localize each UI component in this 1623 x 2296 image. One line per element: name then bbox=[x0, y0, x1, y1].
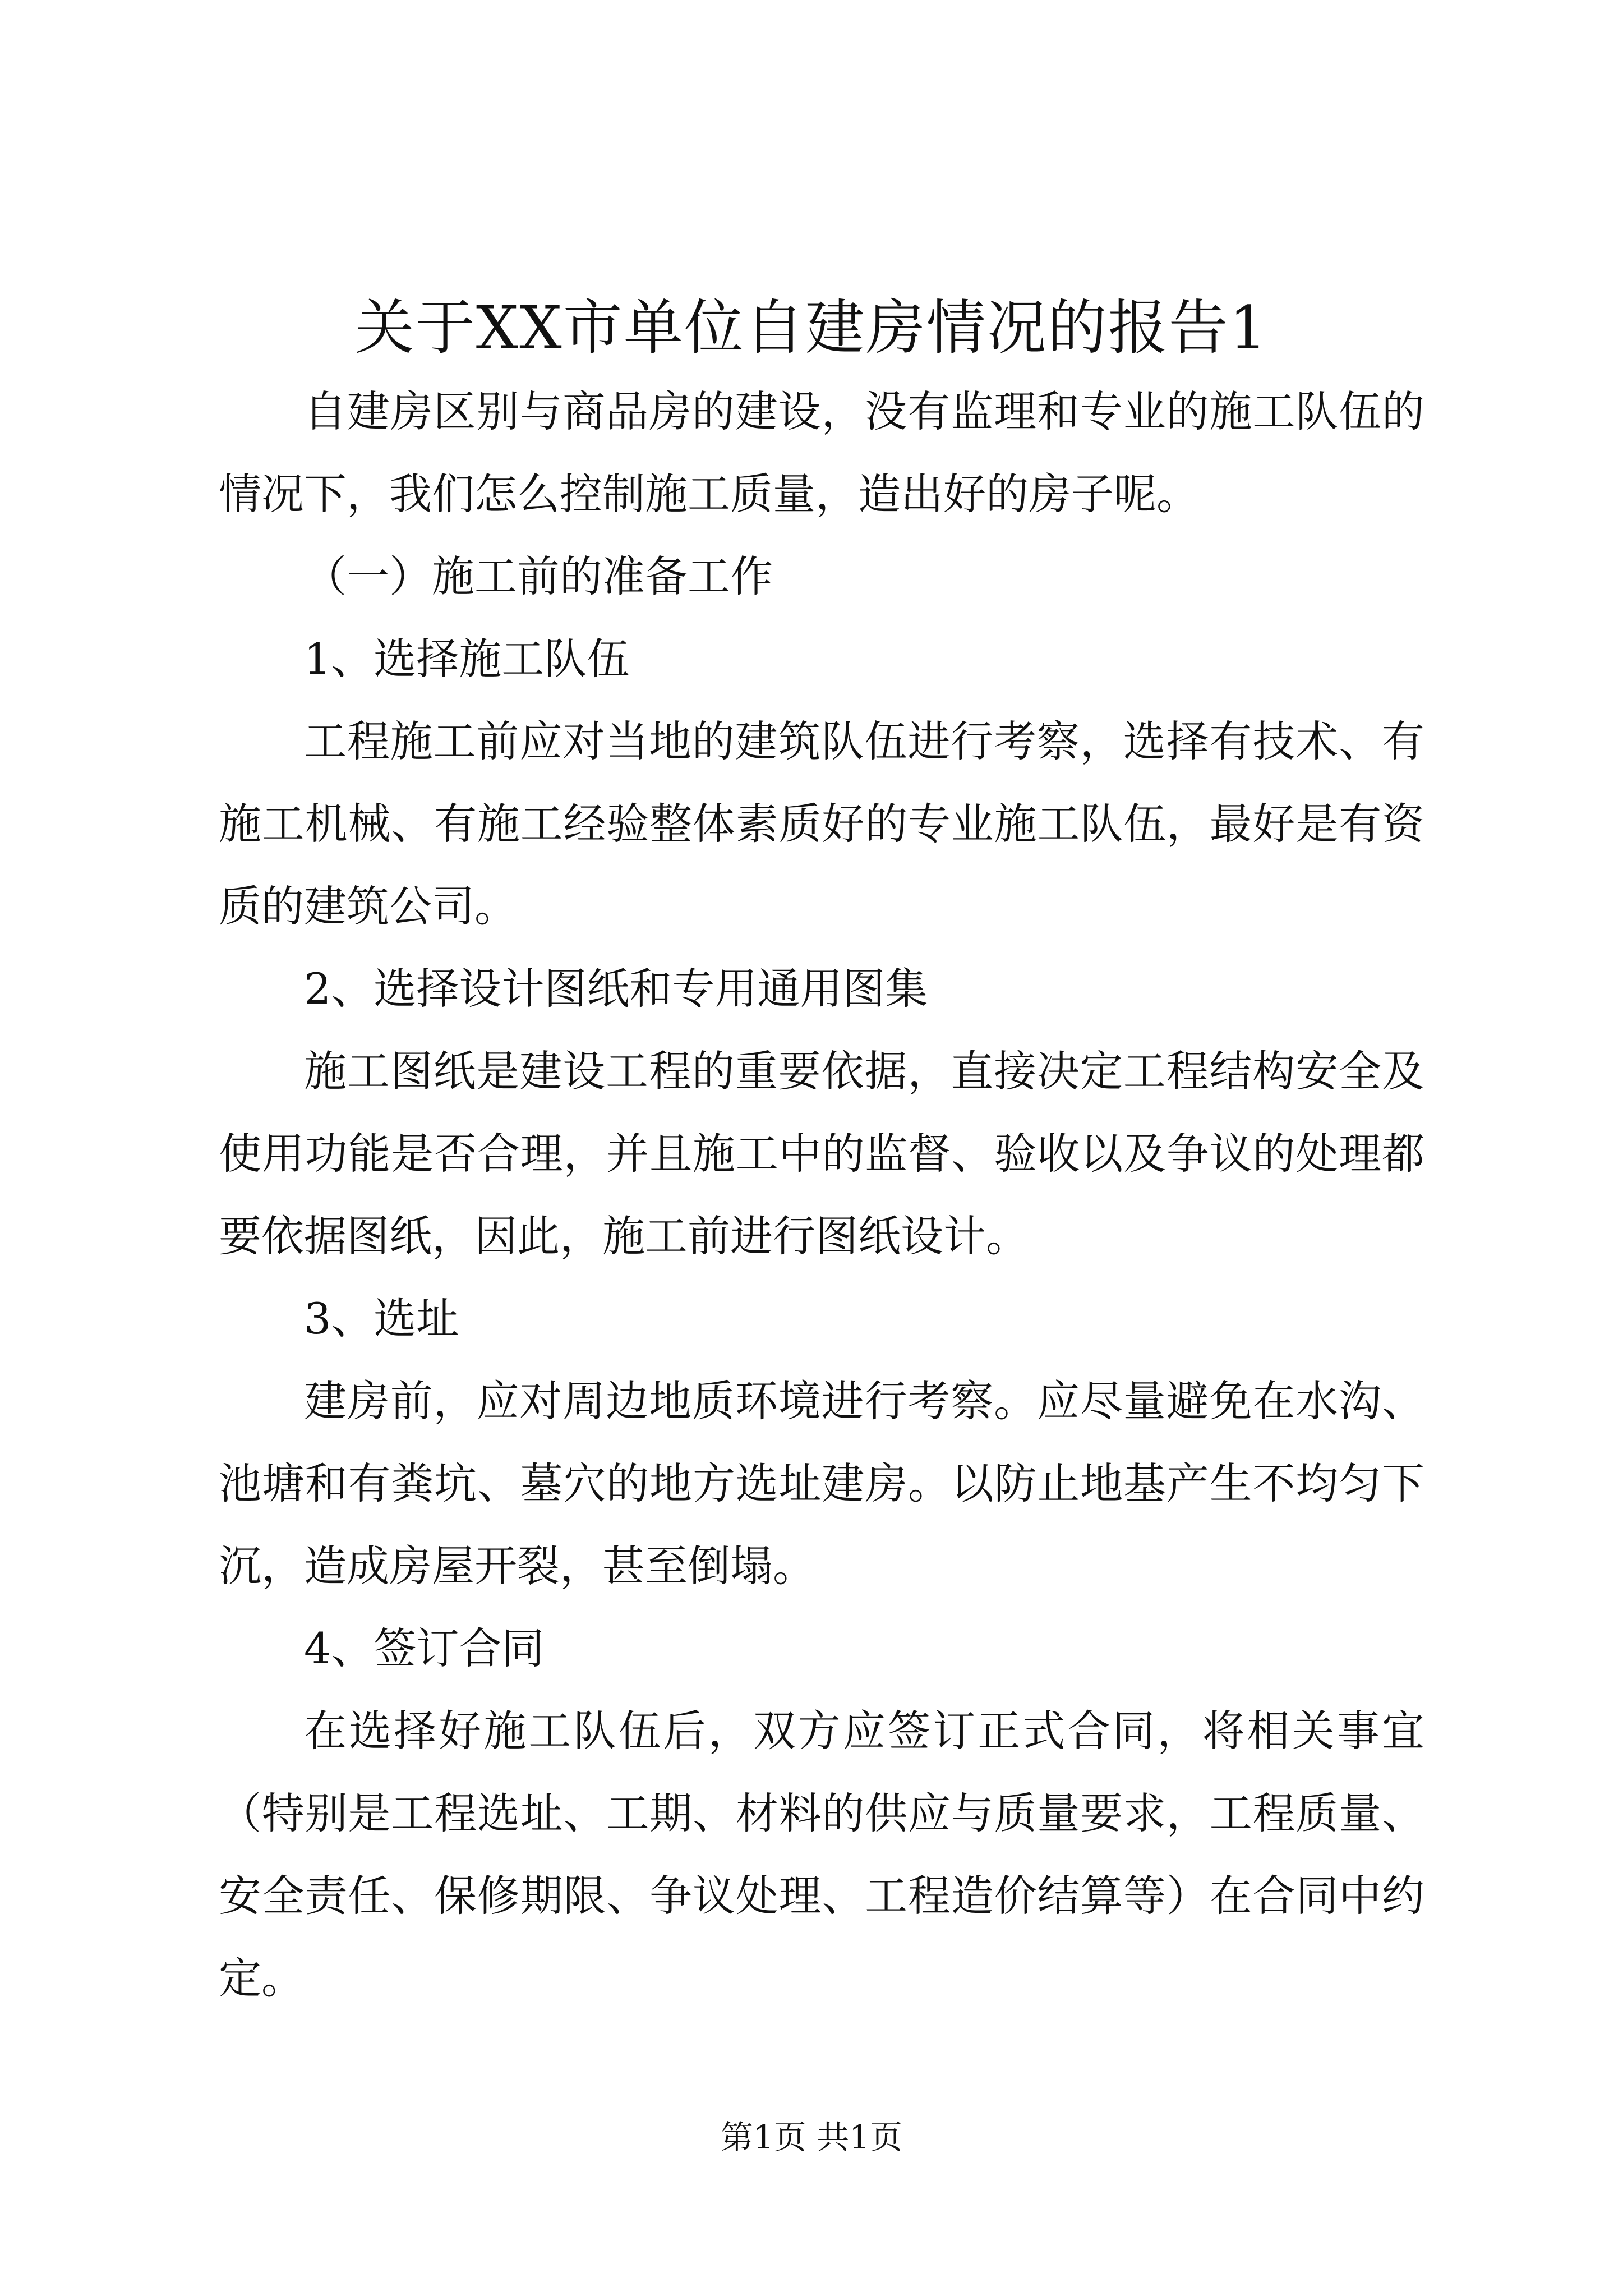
item-heading: 4、签订合同 bbox=[304, 1623, 545, 1673]
item-heading: 3、选址 bbox=[304, 1294, 459, 1343]
document-body bbox=[219, 370, 1424, 2019]
document-title: 关于XX市单位自建房情况的报告1 bbox=[354, 293, 1269, 362]
intro-paragraph: 自建房区别与商品房的建设，没有监理和专业的施工队伍的情况下，我们怎么控制施工质量，造出好的房子呢。 bbox=[219, 386, 1424, 519]
item-heading: 1、选择施工队伍 bbox=[304, 634, 630, 684]
body-paragraph: 施工图纸是建设工程的重要依据，直接决定工程结构安全及使用功能是否合理，并且施工中的监督、验收以及争议的处理都要依据图纸，因此，施工前进行图纸设计。 bbox=[219, 1046, 1424, 1261]
page-footer: 第1页 共1页 bbox=[720, 2118, 903, 2156]
body-paragraph: 建房前，应对周边地质环境进行考察。应尽量避免在水沟、池塘和有粪坑、墓穴的地方选址建房。以防止地基产生不均匀下沉，造成房屋开裂，甚至倒塌。 bbox=[219, 1376, 1424, 1591]
body-paragraph: 在选择好施工队伍后，双方应签订正式合同，将相关事宜（特别是工程选址、工期、材料的供应与质量要求，工程质量、安全责任、保修期限、争议处理、工程造价结算等）在合同中约定。 bbox=[219, 1706, 1424, 2003]
item-heading: 2、选择设计图纸和专用通用图集 bbox=[304, 964, 928, 1014]
body-paragraph: 工程施工前应对当地的建筑队伍进行考察，选择有技术、有施工机械、有施工经验整体素质好的专业施工队伍，最好是有资质的建筑公司。 bbox=[219, 716, 1424, 931]
section-heading: （一）施工前的准备工作 bbox=[304, 551, 773, 601]
